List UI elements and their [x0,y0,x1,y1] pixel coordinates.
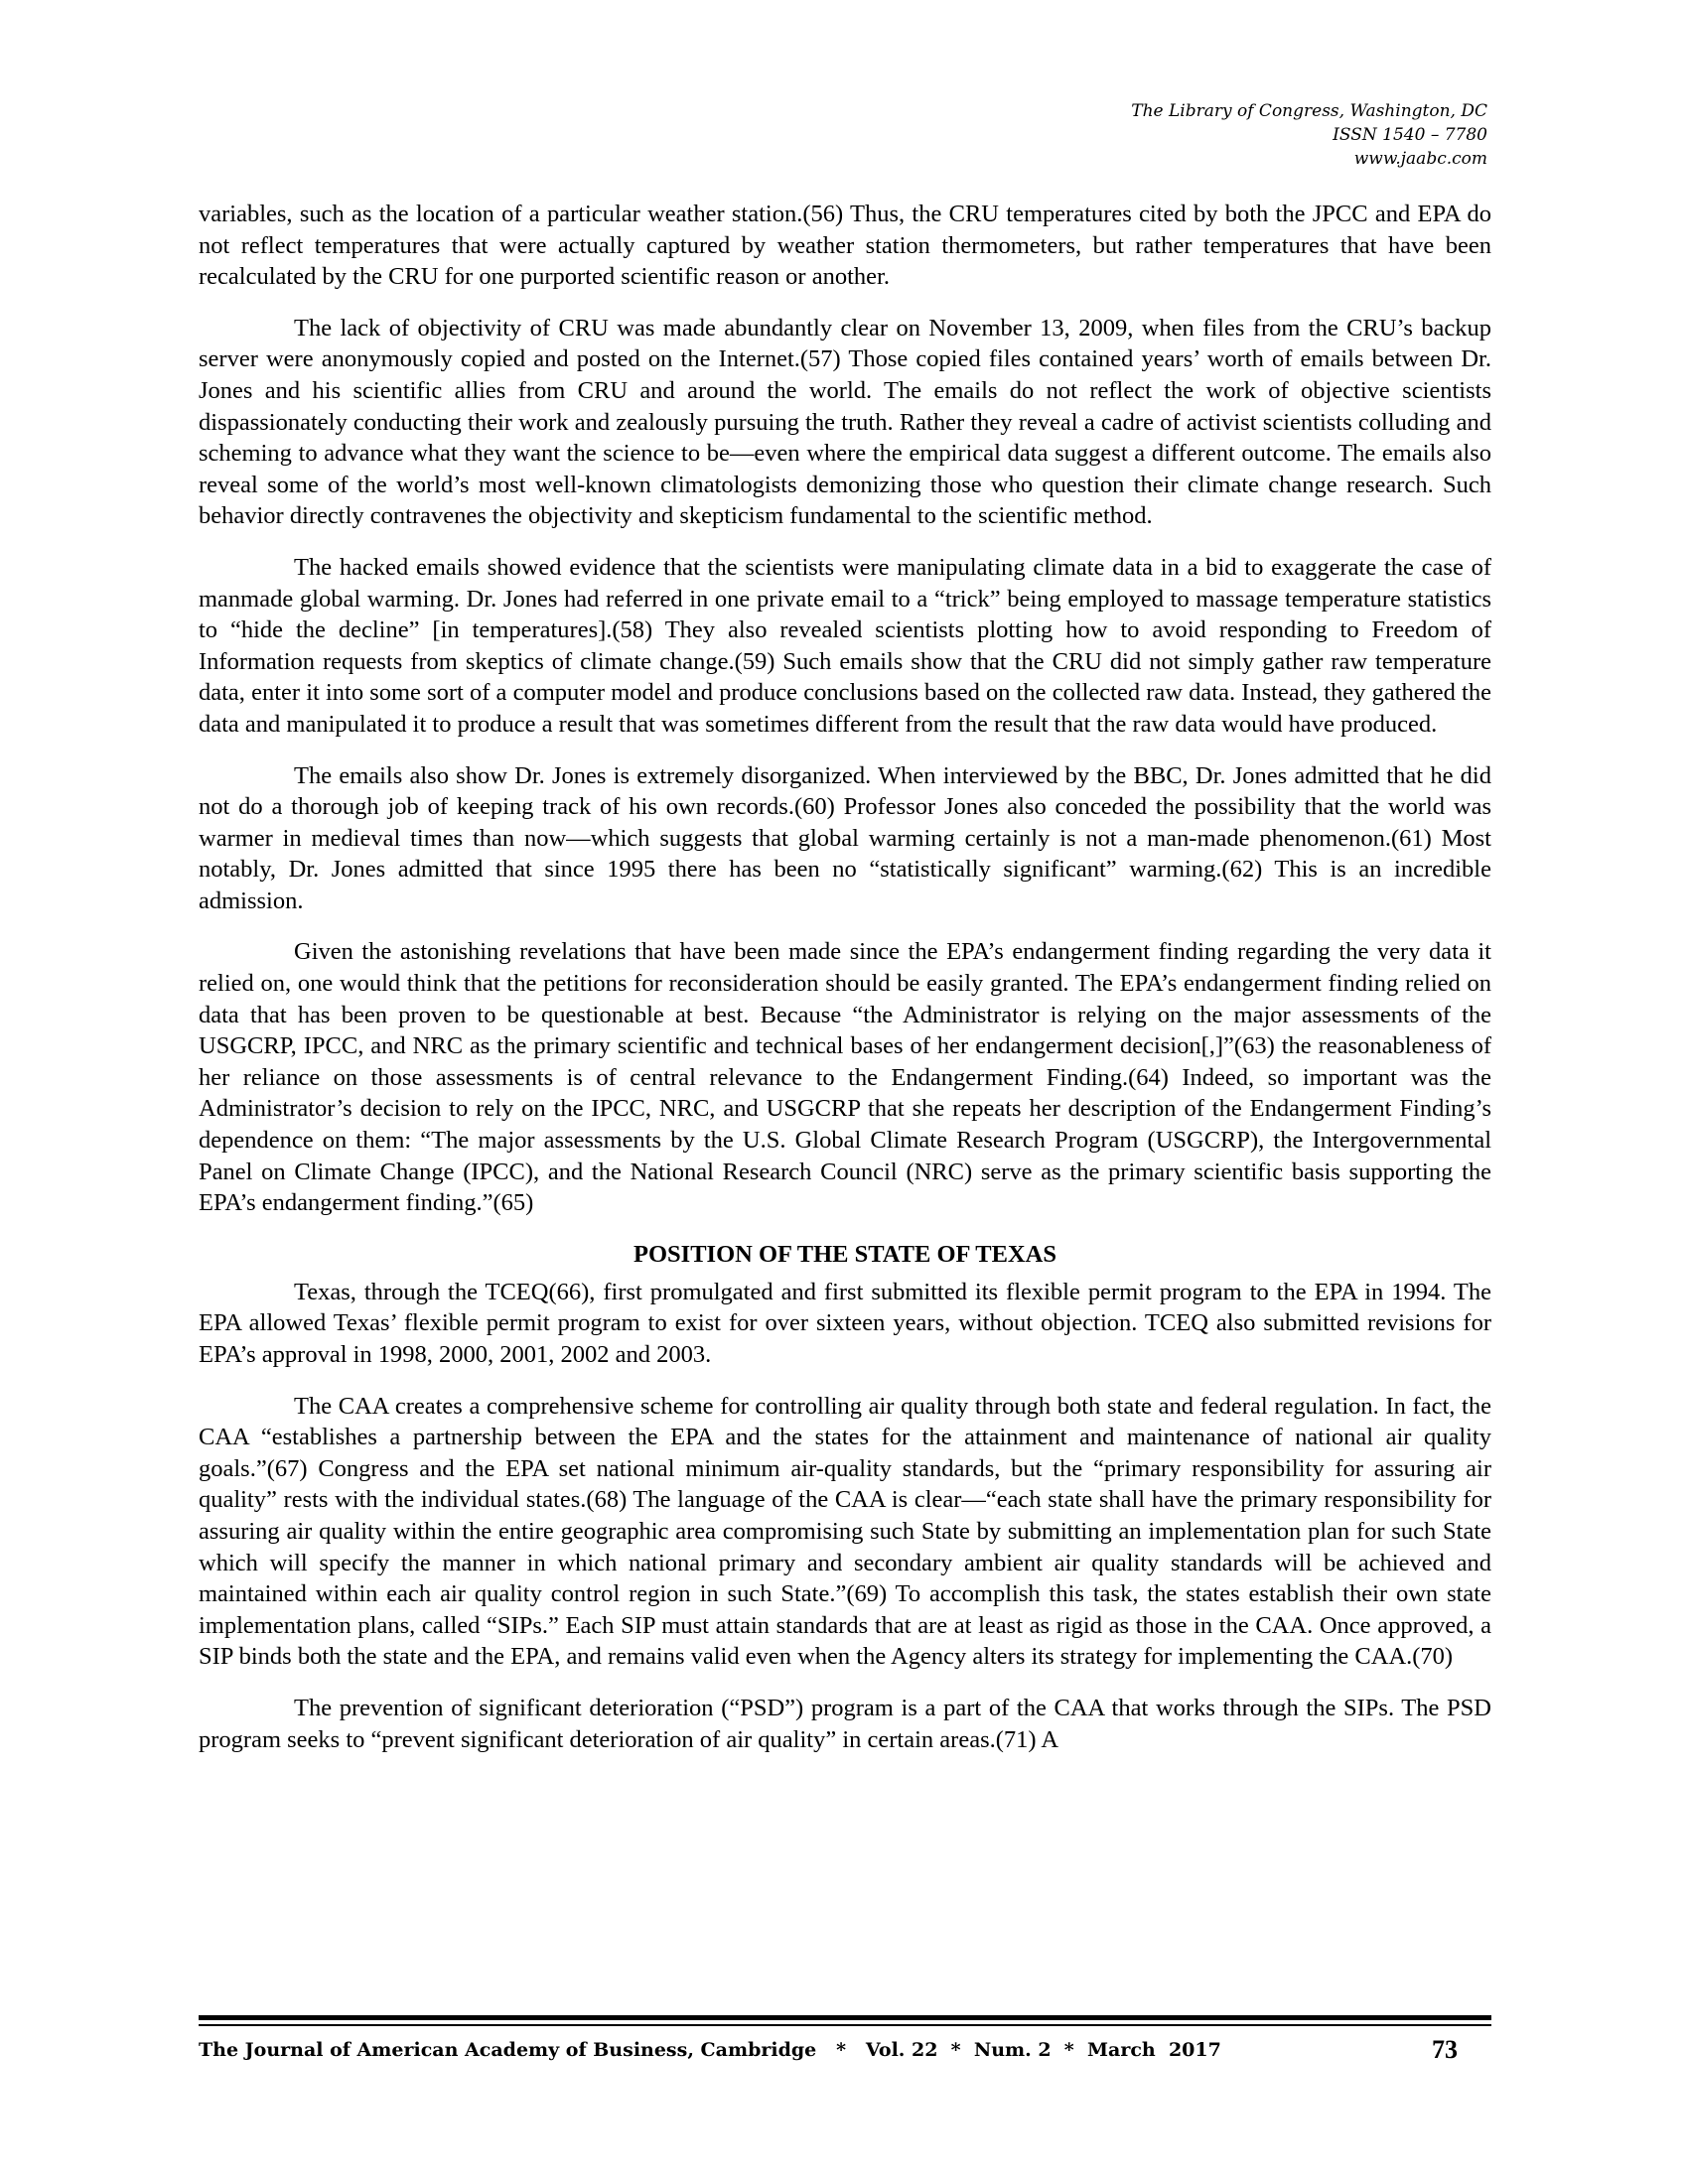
paragraph-5: Given the astonishing revelations that have been made since the EPA’s endangerment finding regarding the very data it relied on, one would think that the petitions for reconsideration should be easily granted. The EPA’s endangerment finding relied on data that has been proven to be questionable at best. Because “the Administrator is relying on the major assessments of the USGCRP, IPCC, and NRC as the primary scientific and technical bases of her endangerment decision[,]”(63) the reasonableness of her reliance on those assessments is of central relevance to the Endangerment Finding.(64) Indeed, so important was the Administrator’s decision to rely on the IPCC, NRC, and USGCRP that she repeats her description of the Endangerment Finding’s dependence on them: “The major assessments by the U.S. Global Climate Research Program (USGCRP), the Intergovernmental Panel on Climate Change (IPCC), and the National Research Council (NRC) serve as the primary scientific basis supporting the EPA’s endangerment finding.”(65) [199,938,1491,1217]
footer-journal-citation: The Journal of American Academy of Business, Cambridge * Vol. 22 * Num. 2 * March 2017 [199,2039,1221,2061]
section-heading: POSITION OF THE STATE OF TEXAS [633,1240,1056,1268]
paragraph-8: The prevention of significant deterioration (“PSD”) program is a part of the CAA that works through the SIPs. The PSD program seeks to “prevent significant deterioration of air quality” in certain areas.(71) A [199,1694,1491,1753]
header-issn-line: ISSN 1540 – 7780 [1333,125,1487,145]
paragraph-2: The lack of objectivity of CRU was made abundantly clear on November 13, 2009, when files from the CRU’s backup server were anonymously copied and posted on the Internet.(57) Those copied files contained years’ worth of emails between Dr. Jones and his scientific allies from CRU and around the world. The emails do not reflect the work of objective scientists dispassionately conducting their work and zealously pursuing the truth. Rather they reveal a cadre of activist scientists colluding and scheming to advance what they want the science to be—even where the empirical data suggest a different outcome. The emails also reveal some of the world’s most well-known climatologists demonizing those who question their climate change research. Such behavior directly contravenes the objectivity and skepticism fundamental to the scientific method. [199,314,1491,530]
page-number: 73 [1432,2035,1458,2064]
footer-rule-thick [199,2015,1491,2020]
footer-rule-thin [199,2024,1491,2026]
paragraph-7: The CAA creates a comprehensive scheme for controlling air quality through both state and federal regulation. In fact, the CAA “establishes a partnership between the EPA and the states for the attainment and maintenance of national air quality goals.”(67) Congress and the EPA set national minimum air-quality standards, but the “primary responsibility for assuring air quality” rests with the individual states.(68) The language of the CAA is clear—“each state shall have the primary responsibility for assuring air quality within the entire geographic area compromising such State by submitting an implementation plan for such State which will specify the manner in which national primary and secondary ambient air quality standards will be achieved and maintained within each air quality control region in such State.”(69) To accomplish this task, the states establish their own state implementation plans, called “SIPs.” Each SIP must attain standards that are at least as rigid as those in the CAA. Once approved, a SIP binds both the state and the EPA, and remains valid even when the Agency alters its strategy for implementing the CAA.(70) [199,1392,1491,1671]
article-body [199,199,1491,1775]
paragraph-3: The hacked emails showed evidence that the scientists were manipulating climate data in a bid to exaggerate the case of manmade global warming. Dr. Jones had referred in one private email to a “trick” being employed to massage temperature statistics to “hide the decline” [in temperatures].(58) They also revealed scientists plotting how to avoid responding to Freedom of Information requests from skeptics of climate change.(59) Such emails show that the CRU did not simply gather raw temperature data, enter it into some sort of a computer model and produce conclusions based on the collected raw data. Instead, they gathered the data and manipulated it to produce a result that was sometimes different from the result that the raw data would have produced. [199,553,1491,738]
header-website-line: www.jaabc.com [1353,149,1487,169]
page-header [1131,99,1487,171]
header-library-line: The Library of Congress, Washington, DC [1131,101,1487,121]
paragraph-1: variables, such as the location of a particular weather station.(56) Thus, the CRU temperatures cited by both the JPCC and EPA do not reflect temperatures that were actually captured by weather station thermometers, but rather temperatures that have been recalculated by the CRU for one purported scientific reason or another. [199,201,1491,291]
paragraph-6: Texas, through the TCEQ(66), first promulgated and first submitted its flexible permit program to the EPA in 1994. The EPA allowed Texas’ flexible permit program to exist for over sixteen years, without objection. TCEQ also submitted revisions for EPA’s approval in 1998, 2000, 2001, 2002 and 2003. [199,1278,1491,1368]
paragraph-4: The emails also show Dr. Jones is extremely disorganized. When interviewed by the BBC, Dr. Jones admitted that he did not do a thorough job of keeping track of his own records.(60) Professor Jones also conceded the possibility that the world was warmer in medieval times than now—which suggests that global warming certainly is not a man-made phenomenon.(61) Most notably, Dr. Jones admitted that since 1995 there has been no “statistically significant” warming.(62) This is an incredible admission. [199,761,1491,914]
